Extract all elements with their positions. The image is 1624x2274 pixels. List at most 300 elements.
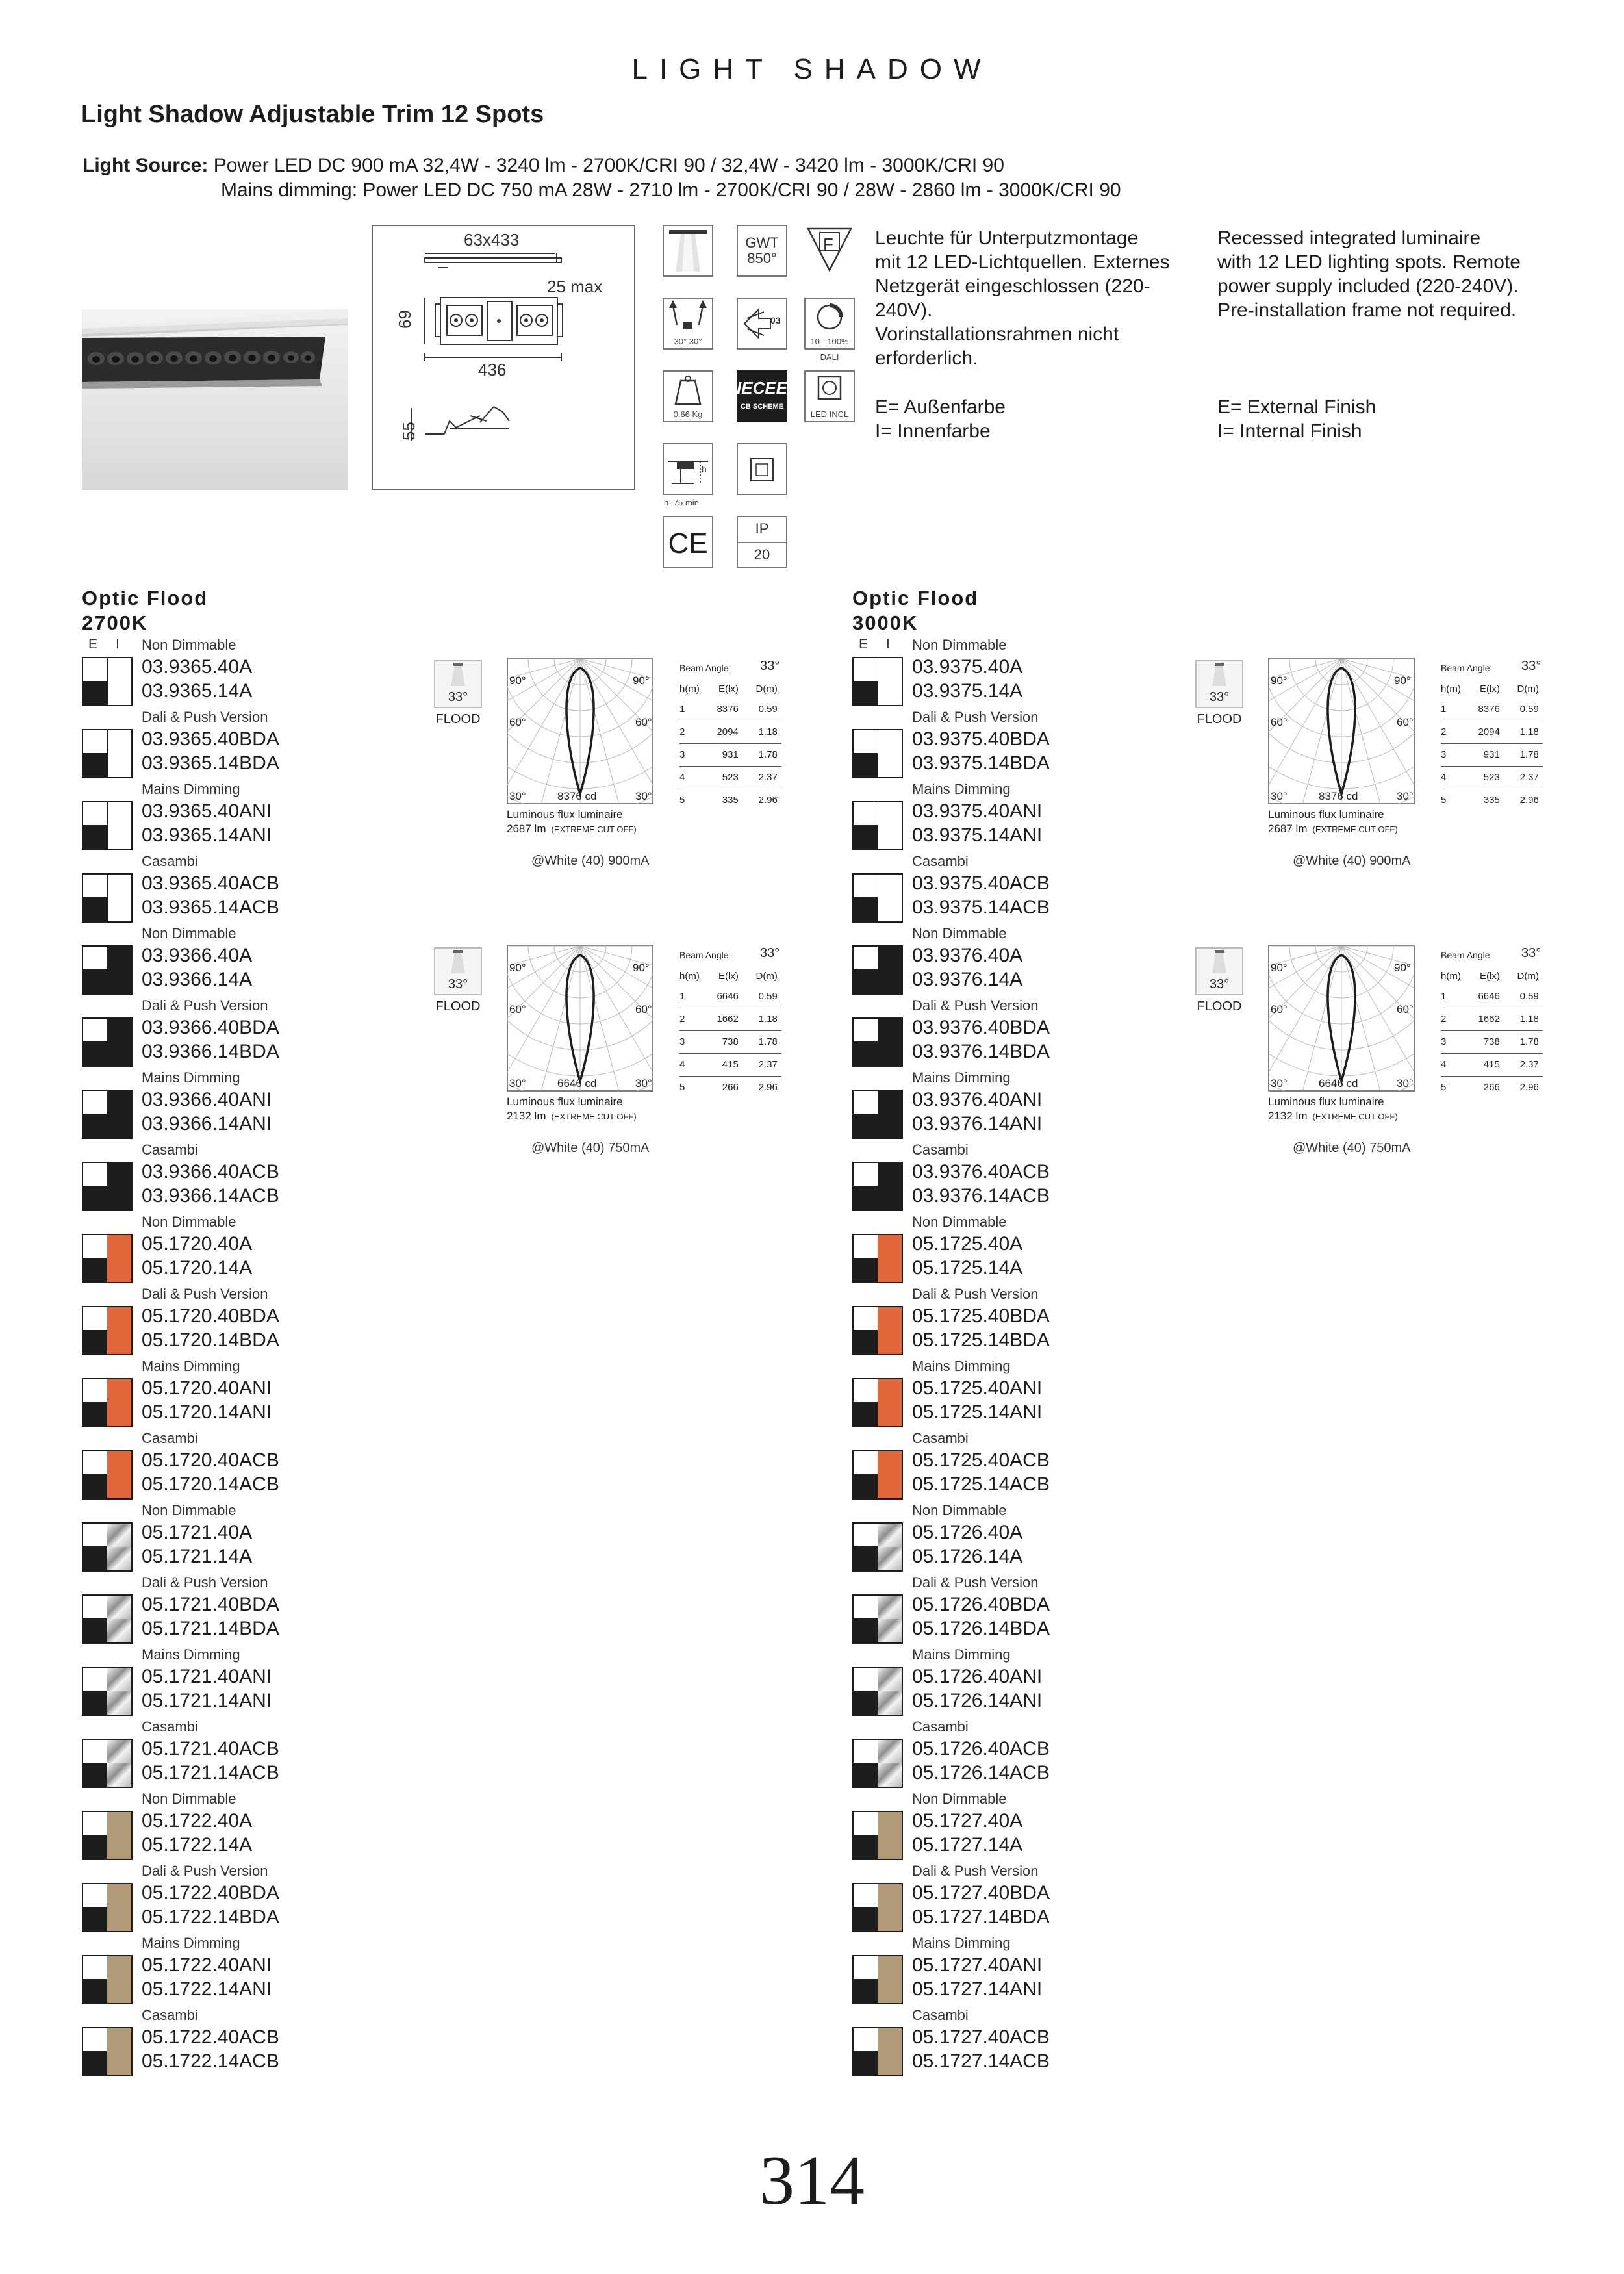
spotlight-icon: [663, 225, 713, 277]
product-code-white: 05.1726.40ANI: [912, 1666, 1043, 1687]
dimming-category: Non Dimmable: [142, 1214, 236, 1230]
cut-off-label: (EXTREME CUT OFF): [551, 1112, 637, 1121]
swatch-exterior-top: [854, 658, 878, 682]
swatch-interior-top: [107, 1668, 131, 1691]
swatch-interior-bottom: [878, 826, 902, 849]
beam-table-cell: 266: [722, 1082, 739, 1093]
beam-data-table: [1441, 967, 1543, 1099]
swatch-interior-bottom: [107, 826, 131, 849]
dimming-category: Non Dimmable: [142, 1791, 236, 1807]
beam-table-cell: 1.18: [1504, 1008, 1543, 1030]
swatch-interior-bottom: [878, 1763, 902, 1787]
beam-table-cell: 335: [1483, 795, 1500, 806]
dimension-depth: 55: [399, 422, 418, 441]
beam-table-cell: 6646: [704, 985, 742, 1008]
beam-table-row: [679, 743, 781, 766]
swatch-exterior-top: [854, 947, 878, 970]
beam-table-row: [1441, 698, 1543, 721]
swatch-interior-top: [107, 730, 131, 754]
polar-label-30-right: 30°: [635, 1077, 652, 1090]
swatch-interior-bottom: [878, 682, 902, 705]
product-code-black: 03.9366.14BDA: [142, 1041, 279, 1062]
beam-table-cell: 8376: [704, 698, 742, 721]
finish-swatch: [852, 1306, 903, 1355]
swatch-interior-top: [878, 1091, 902, 1114]
h-label: h: [702, 464, 707, 474]
polar-label-90-right: 90°: [633, 674, 650, 687]
beam-table-cell: 1.18: [742, 1008, 781, 1030]
product-code-white: 05.1720.40BDA: [142, 1305, 279, 1327]
beam-table-row: [1441, 1008, 1543, 1030]
finish-swatch: [82, 1594, 133, 1644]
exterior-finish-label: E: [859, 637, 869, 652]
dimming-category: Casambi: [142, 2007, 198, 2023]
finish-swatch: [852, 1234, 903, 1283]
product-codes: [912, 1881, 1050, 1929]
dimension-length: 436: [478, 360, 507, 379]
product-code-black: 05.1725.14ACB: [912, 1474, 1050, 1495]
finish-swatch: [82, 657, 133, 706]
swatch-interior-bottom: [878, 1258, 902, 1282]
swatch-interior-bottom: [107, 1619, 131, 1642]
dimming-category: Mains Dimming: [912, 1069, 1011, 1086]
product-code-white: 03.9375.40A: [912, 656, 1023, 678]
optic-type: FLOOD: [435, 712, 481, 726]
polar-label-60-right: 60°: [635, 716, 652, 728]
dimming-category: Dali & Push Version: [912, 1574, 1039, 1591]
swatch-interior-top: [878, 875, 902, 898]
photometric-3000k-900ma: [1195, 655, 1566, 869]
swatch-interior-top: [107, 1812, 131, 1835]
product-codes: [142, 1809, 252, 1857]
swatch-interior-bottom: [878, 2052, 902, 2075]
dimming-category: Non Dimmable: [912, 925, 1007, 941]
beam-angle-header: [679, 658, 783, 680]
ip-rating-icon: [737, 516, 787, 568]
swatch-interior-top: [878, 1740, 902, 1763]
optic-type: FLOOD: [1197, 712, 1242, 726]
beam-table-header: D(m): [755, 970, 778, 982]
beam-angle-label: Beam Angle:: [679, 950, 731, 960]
swatch-exterior-top: [83, 2028, 107, 2052]
swatch-exterior-bottom: [83, 1691, 107, 1715]
beam-table-header: h(m): [1441, 683, 1461, 695]
swatch-exterior-bottom: [83, 1042, 107, 1066]
glow-wire-test-icon: [737, 225, 787, 277]
swatch-exterior-bottom: [83, 682, 107, 705]
dimming-category: Casambi: [142, 1142, 198, 1158]
beam-table-cell: 1.18: [1504, 721, 1543, 743]
swatch-exterior-top: [854, 1019, 878, 1042]
swatch-exterior-top: [83, 1524, 107, 1547]
dimmer-icon: [804, 298, 855, 350]
product-code-pair: [82, 1232, 420, 1284]
swatch-interior-bottom: [107, 1908, 131, 1931]
finish-swatch: [82, 1883, 133, 1932]
polar-label-30-left: 30°: [1271, 1077, 1288, 1090]
ce-mark: CE: [668, 528, 708, 559]
polar-label-30-right: 30°: [635, 790, 652, 802]
swatch-exterior-top: [83, 1451, 107, 1475]
product-codes: [142, 1592, 279, 1641]
swatch-interior-top: [107, 1884, 131, 1908]
swatch-interior-bottom: [107, 1403, 131, 1426]
swatch-interior-top: [878, 2028, 902, 2052]
product-code-black: 03.9375.14A: [912, 680, 1023, 702]
product-code-pair: [82, 1016, 420, 1068]
min-height-label: h=75 min: [664, 498, 699, 507]
weight-icon: [663, 370, 713, 422]
beam-table-cell: 1: [1441, 985, 1465, 1008]
finish-legend-english: E= External Finish I= Internal Finish: [1217, 396, 1377, 442]
beam-data-table: [679, 680, 781, 811]
polar-label-60-left: 60°: [1271, 716, 1288, 728]
finish-legend-german: E= Außenfarbe I= Innenfarbe: [875, 396, 1006, 442]
optic-title: Optic Flood: [852, 587, 979, 609]
angle-label: 30° 30°: [674, 337, 702, 346]
luminous-flux-label: Luminous flux luminaire: [507, 1095, 623, 1108]
swatch-interior-bottom: [107, 1186, 131, 1210]
product-code-white: 05.1721.40A: [142, 1522, 253, 1543]
dali-label: DALI: [820, 352, 839, 362]
swatch-exterior-top: [854, 1812, 878, 1835]
swatch-exterior-top: [83, 730, 107, 754]
swatch-interior-top: [107, 1524, 131, 1547]
finish-swatch: [82, 2027, 133, 2076]
swatch-exterior-top: [83, 947, 107, 970]
ip-value: 20: [754, 546, 770, 563]
finish-swatch: [82, 729, 133, 778]
technical-drawing-svg: [373, 226, 634, 489]
dimming-category: Casambi: [912, 1142, 969, 1158]
optic-angle: 33°: [1209, 977, 1230, 991]
polar-label-90-left: 90°: [1271, 962, 1288, 974]
beam-data-table: [1441, 680, 1543, 811]
beam-table-header: D(m): [1517, 970, 1539, 982]
swatch-exterior-top: [83, 1740, 107, 1763]
luminous-flux-label: Luminous flux luminaire: [1268, 808, 1384, 821]
swatch-exterior-bottom: [83, 2052, 107, 2075]
swatch-interior-top: [107, 1379, 131, 1403]
product-code-black: 05.1726.14A: [912, 1546, 1023, 1567]
swatch-exterior-top: [83, 1956, 107, 1980]
beam-table-row: [679, 789, 781, 811]
swatch-interior-top: [878, 1163, 902, 1186]
product-code-white: 05.1721.40BDA: [142, 1594, 279, 1615]
luminous-flux-value-row: [1268, 823, 1398, 836]
product-code-black: 03.9366.14A: [142, 969, 253, 990]
dimming-category: Casambi: [142, 1718, 198, 1735]
swatch-interior-bottom: [878, 1547, 902, 1570]
product-code-white: 05.1726.40BDA: [912, 1594, 1050, 1615]
swatch-interior-top: [878, 1596, 902, 1619]
swatch-interior-bottom: [878, 1835, 902, 1859]
finish-swatch: [852, 801, 903, 850]
product-codes: [142, 1160, 279, 1208]
beam-table-row: [679, 721, 781, 743]
polar-label-60-left: 60°: [1271, 1003, 1288, 1016]
finish-swatch: [82, 1090, 133, 1139]
exterior-finish-label: E: [88, 637, 99, 652]
finish-swatch: [852, 873, 903, 923]
beam-table-cell: 931: [704, 743, 742, 766]
product-code-black: 05.1722.14A: [142, 1834, 253, 1856]
finish-swatch: [852, 1955, 903, 2004]
swatch-exterior-top: [83, 1812, 107, 1835]
f-mark-icon: [804, 225, 855, 277]
swatch-exterior-top: [854, 1668, 878, 1691]
product-code-pair: [852, 1737, 1190, 1789]
swatch-interior-bottom: [878, 1619, 902, 1642]
swatch-exterior-top: [854, 875, 878, 898]
polar-label-60-left: 60°: [509, 716, 526, 728]
polar-label-60-left: 60°: [509, 1003, 526, 1016]
led-included-label: LED INCL: [810, 409, 849, 419]
product-code-pair: [852, 1881, 1190, 1934]
product-codes: [142, 1953, 272, 2001]
beam-table-cell: 6646: [1465, 985, 1504, 1008]
product-code-white: 03.9366.40ANI: [142, 1089, 272, 1110]
swatch-interior-bottom: [107, 1547, 131, 1570]
swatch-exterior-bottom: [854, 1331, 878, 1354]
product-code-white: 05.1725.40ACB: [912, 1450, 1050, 1471]
product-code-black: 05.1720.14BDA: [142, 1329, 279, 1351]
product-photo: [82, 309, 348, 490]
beam-table: [1441, 658, 1545, 811]
swatch-exterior-top: [854, 1596, 878, 1619]
swatch-exterior-bottom: [854, 1114, 878, 1138]
product-code-white: 05.1726.40ACB: [912, 1738, 1050, 1759]
beam-table-row: [679, 766, 781, 789]
product-code-pair: [852, 1016, 1190, 1068]
finish-swatch: [852, 1594, 903, 1644]
swatch-interior-bottom: [878, 1980, 902, 2003]
finish-swatch: [852, 1017, 903, 1067]
product-code-black: 05.1727.14ANI: [912, 1978, 1043, 2000]
product-code-pair: [82, 1160, 420, 1212]
beam-table-row: [1441, 789, 1543, 811]
swatch-interior-bottom: [107, 682, 131, 705]
beam-angle-value: 33°: [760, 659, 780, 673]
product-code-white: 05.1725.40BDA: [912, 1305, 1050, 1327]
color-temperature: 3000K: [852, 611, 919, 634]
product-code-pair: [852, 1232, 1190, 1284]
finish-swatch: [852, 1522, 903, 1572]
swatch-interior-bottom: [107, 1258, 131, 1282]
product-code-black: 05.1722.14BDA: [142, 1906, 279, 1928]
finish-swatch: [852, 945, 903, 995]
beam-table-cell: 4: [1441, 1053, 1465, 1076]
beam-table-cell: 1.18: [742, 721, 781, 743]
swatch-interior-top: [107, 1163, 131, 1186]
finish-swatch: [82, 1667, 133, 1716]
product-code-white: 05.1722.40A: [142, 1810, 253, 1832]
product-code-pair: [82, 2025, 420, 2078]
beam-table-cell: 2: [1441, 721, 1465, 743]
swatch-interior-top: [878, 730, 902, 754]
swatch-exterior-top: [83, 658, 107, 682]
swatch-exterior-top: [83, 1668, 107, 1691]
product-code-pair: [852, 799, 1190, 852]
beam-table-cell: 1.78: [1504, 1030, 1543, 1053]
optic-angle: 33°: [448, 977, 468, 991]
beam-table-row: [1441, 1053, 1543, 1076]
swatch-interior-top: [878, 1307, 902, 1331]
product-codes: [142, 1665, 272, 1713]
swatch-interior-bottom: [107, 1980, 131, 2003]
polar-diagram: [507, 658, 653, 804]
product-code-white: 05.1722.40BDA: [142, 1882, 279, 1904]
beam-table-header: D(m): [755, 683, 778, 695]
swatch-exterior-top: [854, 1740, 878, 1763]
beam-table-cell: 3: [1441, 1030, 1465, 1053]
product-code-pair: [82, 1304, 420, 1357]
swatch-exterior-bottom: [854, 1691, 878, 1715]
swatch-exterior-top: [854, 1884, 878, 1908]
finish-swatch: [852, 1739, 903, 1788]
swatch-interior-bottom: [107, 754, 131, 777]
beam-table-cell: 1662: [704, 1008, 742, 1030]
product-code-black: 05.1722.14ACB: [142, 2050, 279, 2072]
beam-table-cell: 4: [679, 766, 704, 789]
product-code-black: 03.9375.14BDA: [912, 752, 1050, 774]
beam-table-cell: 8376: [1465, 698, 1504, 721]
swatch-interior-bottom: [107, 1691, 131, 1715]
product-codes: [142, 2025, 279, 2073]
beam-table-cell: 2: [679, 721, 704, 743]
beam-table-row: [679, 698, 781, 721]
ce-mark-icon: [663, 516, 713, 568]
polar-label-60-right: 60°: [1397, 716, 1414, 728]
beam-table-cell: 3: [679, 743, 704, 766]
product-code-black: 03.9375.14ANI: [912, 824, 1043, 846]
color-temperature: 2700K: [82, 611, 148, 634]
ip-label: IP: [755, 520, 769, 537]
product-code-white: 03.9375.40BDA: [912, 728, 1050, 750]
beam-table-cell: 1.78: [1504, 743, 1543, 766]
swatch-interior-top: [107, 1956, 131, 1980]
swatch-interior-bottom: [878, 1403, 902, 1426]
swatch-exterior-top: [83, 1596, 107, 1619]
dimming-category: Casambi: [912, 2007, 969, 2023]
product-code-pair: [852, 655, 1190, 708]
product-column-3000k: [852, 586, 1190, 2078]
product-codes: [912, 1016, 1050, 1064]
product-code-pair: [82, 1448, 420, 1501]
product-code-white: 05.1721.40ACB: [142, 1738, 279, 1759]
product-code-pair: [82, 1665, 420, 1717]
product-code-black: 03.9376.14ANI: [912, 1113, 1043, 1134]
product-codes: [912, 1809, 1022, 1857]
product-code-black: 05.1725.14A: [912, 1257, 1023, 1279]
product-codes: [912, 2025, 1050, 2073]
beam-table-cell: 0.59: [1504, 698, 1543, 721]
product-code-pair: [82, 1737, 420, 1789]
product-codes: [142, 799, 272, 847]
light-source-label: Light Source:: [82, 155, 209, 176]
swatch-interior-bottom: [878, 898, 902, 921]
cut-off-label: (EXTREME CUT OFF): [1312, 824, 1398, 834]
product-code-white: 05.1727.40ANI: [912, 1954, 1043, 1976]
product-codes: [912, 943, 1022, 991]
swatch-interior-bottom: [878, 754, 902, 777]
product-code-pair: [852, 727, 1190, 780]
optic-angle: 33°: [448, 690, 468, 704]
dimming-category: Dali & Push Version: [912, 997, 1039, 1014]
product-code-pair: [852, 1809, 1190, 1861]
technical-drawing: [372, 225, 635, 490]
swatch-exterior-bottom: [83, 1980, 107, 2003]
dimming-category: Non Dimmable: [912, 637, 1007, 653]
beam-table-cell: 2.37: [1504, 1053, 1543, 1076]
beam-angle-label: Beam Angle:: [1441, 950, 1493, 960]
dimming-category: Casambi: [142, 853, 198, 869]
product-codes: [912, 1592, 1050, 1641]
beam-table-cell: 3: [1441, 743, 1465, 766]
dimming-category: Mains Dimming: [912, 1646, 1011, 1663]
swatch-interior-bottom: [107, 970, 131, 993]
swatch-interior-top: [878, 1379, 902, 1403]
dimming-category: Dali & Push Version: [912, 1286, 1039, 1302]
swatch-exterior-top: [83, 1091, 107, 1114]
product-code-pair: [852, 1376, 1190, 1429]
product-code-white: 03.9365.40A: [142, 656, 253, 678]
swatch-interior-top: [107, 947, 131, 970]
product-code-pair: [852, 871, 1190, 924]
interior-finish-label: I: [116, 637, 120, 652]
beam-table: [679, 945, 783, 1099]
swatch-interior-bottom: [878, 1331, 902, 1354]
product-code-black: 05.1727.14BDA: [912, 1906, 1050, 1928]
beam-table-cell: 0.59: [1504, 985, 1543, 1008]
cut-off-label: (EXTREME CUT OFF): [551, 824, 637, 834]
photometric-2700k-750ma: [434, 942, 804, 1156]
beam-angle-header: [1441, 658, 1545, 680]
optic-icon: [1195, 660, 1243, 708]
finish-swatch: [82, 1162, 133, 1211]
swatch-exterior-bottom: [854, 1042, 878, 1066]
polar-label-30-left: 30°: [509, 1077, 526, 1090]
product-code-pair: [852, 1665, 1190, 1717]
peak-intensity: 6646 cd: [557, 1077, 597, 1090]
swatch-exterior-bottom: [854, 2052, 878, 2075]
product-codes: [912, 1953, 1042, 2001]
swatch-exterior-top: [83, 1884, 107, 1908]
dimmer-range: 10 - 100%: [810, 337, 849, 346]
beam-table-cell: 415: [1465, 1053, 1504, 1076]
product-codes: [142, 1881, 279, 1929]
beam-table-row: [679, 1076, 781, 1099]
luminous-flux-label: Luminous flux luminaire: [1268, 1095, 1384, 1108]
product-code-black: 05.1721.14BDA: [142, 1618, 279, 1639]
beam-data-table: [679, 967, 781, 1099]
dimming-category: Casambi: [142, 1430, 198, 1446]
beam-table-cell: 2.37: [742, 766, 781, 789]
swatch-exterior-bottom: [83, 970, 107, 993]
power-config: @White (40) 900mA: [1293, 854, 1411, 868]
swatch-interior-bottom: [878, 970, 902, 993]
swatch-exterior-bottom: [854, 1186, 878, 1210]
beam-table-cell: 3: [679, 1030, 704, 1053]
swatch-interior-bottom: [107, 1114, 131, 1138]
product-code-pair: [82, 1881, 420, 1934]
product-code-black: 03.9375.14ACB: [912, 897, 1050, 918]
finish-swatch: [852, 1667, 903, 1716]
swatch-interior-bottom: [878, 1114, 902, 1138]
beam-table-cell: 2.37: [742, 1053, 781, 1076]
product-code-white: 05.1725.40A: [912, 1233, 1023, 1255]
swatch-exterior-top: [854, 1379, 878, 1403]
